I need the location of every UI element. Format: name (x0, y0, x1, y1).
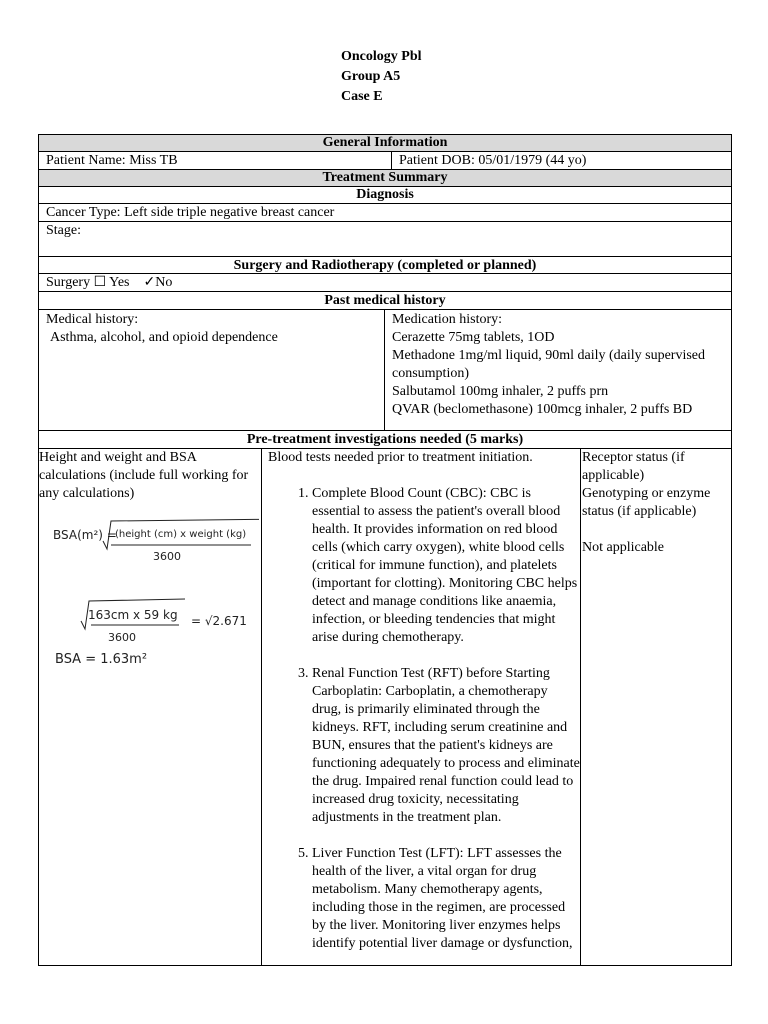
diagnosis-heading (39, 187, 731, 204)
surgery-title: Surgery and Radiotherapy (completed or planned) (233, 258, 537, 273)
document-header (341, 47, 422, 107)
bsa-values-numerator: 163cm x 59 kg (88, 608, 178, 622)
investigations-title: Pre-treatment investigations needed (5 marks) (246, 432, 524, 447)
genotyping-heading: Genotyping or enzyme status (if applicable) (582, 486, 711, 519)
surgery-heading (39, 257, 731, 274)
check-mark-icon[interactable]: ✓ (143, 275, 156, 290)
pmh-heading (39, 292, 731, 310)
receptor-cell (581, 449, 731, 965)
blood-test-item: 5. Liver Function Test (LFT): LFT assesses the health of the liver, a vital organ for drug metabolism. Many chemotherapy agents, including those in the regimen, are processed by the liver. Monitoring liver enzymes helps identify potential liver damage or dysfunction, (312, 845, 580, 953)
patient-dob: Patient DOB: 05/01/1979 (44 yo) (399, 153, 587, 168)
header-course: Oncology Pbl (341, 49, 422, 64)
medication-history-heading: Medication history: (392, 312, 503, 327)
medication-item: QVAR (beclomethasone) 100mcg inhaler, 2 puffs BD (392, 402, 693, 417)
cancer-type: Cancer Type: Left side triple negative breast cancer (46, 205, 335, 220)
surgery-yes-label: Yes (109, 275, 130, 290)
pmh-title: Past medical history (324, 293, 446, 308)
stage-row (39, 222, 731, 257)
bsa-values-denominator: 3600 (108, 631, 136, 644)
bsa-final-result: BSA = 1.63m² (55, 652, 148, 667)
blood-test-item: 3. Renal Function Test (RFT) before Starting Carboplatin: Carboplatin, a chemotherapy drug, is primarily eliminated through the kidneys. RFT, including serum creatinine and BUN, ensures that the patient's kidneys are functioning adequately to process and eliminate the drug. Impaired renal function could lead to increased drug toxicity, necessitating adjustments in the treatment plan. (312, 665, 580, 827)
medical-history-cell (39, 310, 384, 430)
medication-item: Methadone 1mg/ml liquid, 90ml daily (daily supervised consumption) (392, 348, 706, 381)
surgery-options (39, 274, 731, 291)
receptor-status-heading: Receptor status (if applicable) (582, 450, 685, 483)
stage: Stage: (46, 223, 81, 238)
bsa-formula-numerator: (height (cm) x weight (kg) (115, 529, 247, 540)
investigations-heading (39, 431, 731, 449)
medication-history-cell (385, 310, 731, 430)
list-spacer (312, 647, 580, 665)
patient-name: Patient Name: Miss TB (46, 153, 178, 168)
bsa-formula-denominator: 3600 (153, 550, 181, 563)
treatment-summary-heading (39, 170, 731, 187)
checkbox-icon[interactable]: ☐ (93, 275, 107, 290)
blood-tests-cell (262, 449, 580, 965)
surgery-row (39, 274, 731, 292)
patient-row (39, 152, 731, 170)
diagnosis-title: Diagnosis (356, 187, 414, 202)
header-group: Group A5 (341, 69, 401, 84)
general-info-heading (39, 135, 731, 152)
blood-test-item: 1. Complete Blood Count (CBC): CBC is essential to assess the patient's overall blood health. It provides information on red blood cells (which carry oxygen), white blood cells (critical for immune function), and platelets (important for clotting). Monitoring CBC helps detect and manage conditions like anaemia, infection, or bleeding tendencies that might arise during chemotherapy. (312, 485, 580, 647)
list-spacer (312, 827, 580, 845)
receptor-value: Not applicable (582, 540, 665, 555)
bsa-handwritten-calculation (45, 515, 259, 667)
surgery-label: Surgery (46, 275, 91, 290)
investigations-row (39, 449, 731, 965)
medication-item: Salbutamol 100mg inhaler, 2 puffs prn (392, 384, 609, 399)
bsa-values-result: = √2.671 (191, 614, 247, 628)
blood-tests-heading: Blood tests needed prior to treatment initiation. (268, 450, 533, 465)
medication-item: Cerazette 75mg tablets, 1OD (392, 330, 555, 345)
bsa-formula-lhs: BSA(m²) = (53, 528, 117, 542)
blood-tests-list (268, 485, 580, 953)
surgery-no-label: No (155, 275, 173, 290)
header-case: Case E (341, 89, 383, 104)
treatment-summary-title: Treatment Summary (322, 170, 448, 185)
cancer-type-row (39, 204, 731, 222)
pmh-row (39, 310, 731, 431)
medical-history-heading: Medical history: (46, 312, 139, 327)
bsa-heading: Height and weight and BSA calculations (include full working for any calculations) (39, 450, 249, 501)
treatment-table (38, 134, 732, 966)
bsa-cell (39, 449, 261, 965)
medical-history-text: Asthma, alcohol, and opioid dependence (50, 330, 278, 345)
general-info-title: General Information (322, 135, 448, 150)
